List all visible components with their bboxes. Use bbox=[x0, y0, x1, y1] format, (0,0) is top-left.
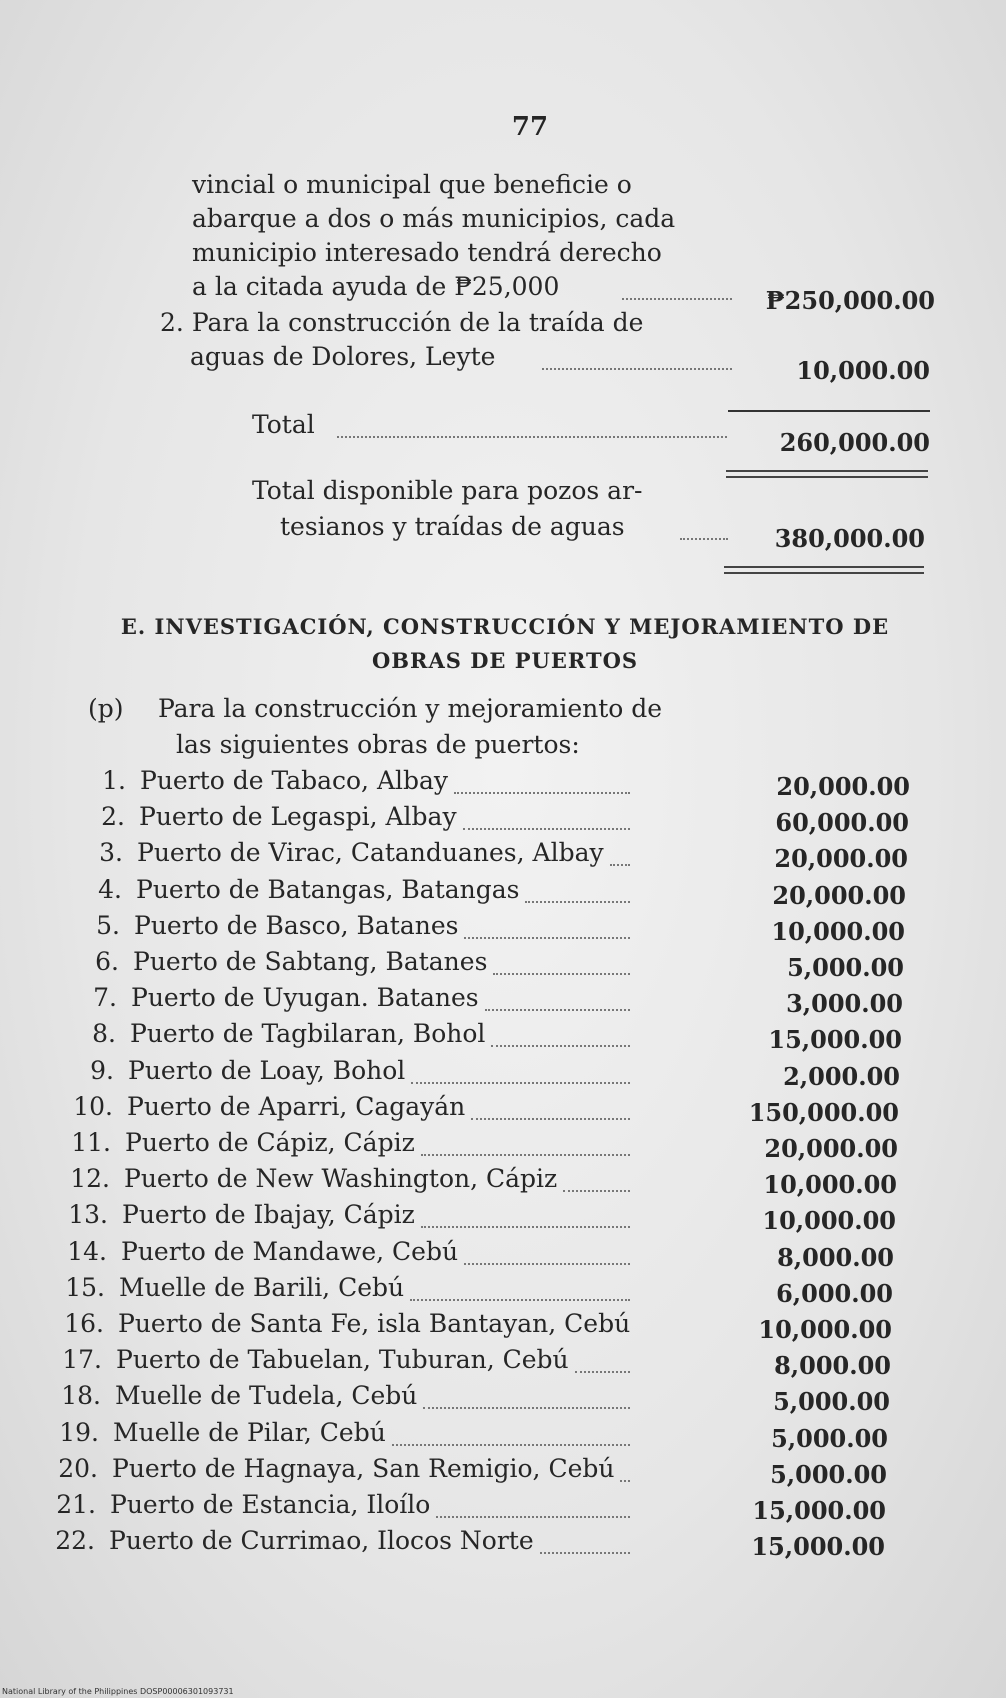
port-amount: 6,000.00 bbox=[776, 1279, 893, 1308]
port-name: Puerto de Santa Fe, isla Bantayan, Cebú bbox=[118, 1309, 631, 1338]
port-amount: 3,000.00 bbox=[786, 989, 903, 1018]
port-number: 18. bbox=[61, 1381, 101, 1410]
port-amount: 8,000.00 bbox=[774, 1351, 891, 1380]
leader-dots bbox=[680, 536, 728, 540]
item2-amount: 10,000.00 bbox=[796, 356, 930, 385]
section-heading-line-2: OBRAS DE PUERTOS bbox=[371, 648, 639, 673]
leader-dots bbox=[423, 1405, 630, 1409]
item1-last-line-text: a la citada ayuda de ₱25,000 bbox=[192, 272, 560, 301]
leader-dots bbox=[464, 1261, 630, 1265]
item1-amount: ₱250,000.00 bbox=[765, 286, 935, 315]
port-row bbox=[52, 1488, 630, 1522]
leader-dots bbox=[436, 1514, 630, 1518]
port-amount: 20,000.00 bbox=[764, 1134, 898, 1163]
port-row bbox=[63, 1235, 630, 1269]
port-number: 20. bbox=[58, 1454, 98, 1483]
port-number: 6. bbox=[95, 947, 119, 976]
leader-dots bbox=[411, 1080, 630, 1084]
port-amount: 20,000.00 bbox=[774, 844, 908, 873]
port-number: 10. bbox=[73, 1092, 113, 1121]
port-amount: 10,000.00 bbox=[771, 917, 905, 946]
port-row bbox=[55, 1416, 630, 1450]
port-number: 22. bbox=[55, 1526, 95, 1555]
leader-dots bbox=[421, 1152, 630, 1156]
footer-credit: National Library of the Philippines DOSP00006301093731 bbox=[2, 1687, 234, 1696]
leader-dots bbox=[463, 826, 630, 830]
port-amount: 5,000.00 bbox=[773, 1387, 890, 1416]
leader-dots bbox=[337, 434, 727, 438]
port-row bbox=[70, 1054, 630, 1088]
leader-dots bbox=[421, 1224, 630, 1228]
port-name: Puerto de Batangas, Batangas bbox=[136, 875, 520, 904]
leader-dots bbox=[471, 1116, 630, 1120]
port-row bbox=[72, 1017, 630, 1051]
section-heading-line-1: E. INVESTIGACIÓN, CONSTRUCCIÓN Y MEJORAMIENTO DE bbox=[120, 614, 890, 639]
intro-line-1: vincial o municipal que beneficie o bbox=[192, 170, 632, 199]
port-row bbox=[64, 1198, 630, 1232]
port-name: Puerto de Currimao, Ilocos Norte bbox=[109, 1526, 534, 1555]
port-row bbox=[75, 945, 630, 979]
total-label: Total bbox=[252, 410, 315, 439]
total-line bbox=[252, 408, 730, 442]
port-name: Muelle de Pilar, Cebú bbox=[113, 1418, 386, 1447]
item2-number: 2. bbox=[160, 308, 184, 337]
port-name: Puerto de Loay, Bohol bbox=[128, 1056, 406, 1085]
port-name: Puerto de Basco, Batanes bbox=[134, 911, 459, 940]
intro-line-2: abarque a dos o más municipios, cada bbox=[192, 204, 676, 233]
leader-dots bbox=[485, 1007, 630, 1011]
port-number: 15. bbox=[65, 1273, 105, 1302]
port-amount: 15,000.00 bbox=[768, 1025, 902, 1054]
item2-line-2 bbox=[190, 340, 735, 374]
p-label: (p) bbox=[88, 694, 124, 723]
port-amount: 20,000.00 bbox=[772, 881, 906, 910]
port-name: Puerto de Tagbilaran, Bohol bbox=[130, 1019, 486, 1048]
grand-total-double-rule bbox=[724, 566, 924, 574]
port-number: 9. bbox=[90, 1056, 114, 1085]
leader-dots bbox=[563, 1188, 630, 1192]
port-number: 21. bbox=[56, 1490, 96, 1519]
item2-line-1 bbox=[160, 306, 643, 340]
total-disponible-line-2 bbox=[280, 510, 730, 544]
port-amount: 2,000.00 bbox=[783, 1062, 900, 1091]
port-name: Puerto de Uyugan. Batanes bbox=[131, 983, 479, 1012]
port-number: 12. bbox=[70, 1164, 110, 1193]
leader-dots bbox=[575, 1369, 630, 1373]
port-number: 16. bbox=[64, 1309, 104, 1338]
leader-dots bbox=[392, 1442, 630, 1446]
leader-dots bbox=[525, 899, 630, 903]
leader-dots bbox=[454, 790, 630, 794]
port-row bbox=[79, 836, 630, 870]
port-name: Puerto de Ibajay, Cápiz bbox=[122, 1200, 415, 1229]
port-name: Puerto de Aparri, Cagayán bbox=[127, 1092, 466, 1121]
port-number: 4. bbox=[98, 875, 122, 904]
intro-line-3: municipio interesado tendrá derecho bbox=[192, 238, 662, 267]
port-name: Puerto de Estancia, Iloílo bbox=[110, 1490, 431, 1519]
port-amount: 15,000.00 bbox=[752, 1496, 886, 1525]
port-name: Muelle de Tudela, Cebú bbox=[115, 1381, 418, 1410]
total-double-rule bbox=[726, 470, 928, 478]
leader-dots bbox=[620, 1478, 630, 1482]
port-row bbox=[66, 1162, 630, 1196]
port-number: 7. bbox=[93, 983, 117, 1012]
leader-dots bbox=[464, 935, 630, 939]
p-intro-line-2: las siguientes obras de puertos: bbox=[176, 730, 580, 759]
port-row bbox=[54, 1452, 630, 1486]
port-number: 17. bbox=[62, 1345, 102, 1374]
leader-dots bbox=[542, 366, 732, 370]
port-number: 1. bbox=[102, 766, 126, 795]
port-amount: 15,000.00 bbox=[751, 1532, 885, 1561]
port-number: 19. bbox=[59, 1418, 99, 1447]
port-amount: 5,000.00 bbox=[770, 1460, 887, 1489]
total-amount: 260,000.00 bbox=[779, 428, 930, 457]
port-name: Puerto de Hagnaya, San Remigio, Cebú bbox=[112, 1454, 615, 1483]
item2-line-1-text: Para la construcción de la traída de bbox=[191, 308, 644, 337]
port-number: 8. bbox=[92, 1019, 116, 1048]
port-amount: 10,000.00 bbox=[758, 1315, 892, 1344]
port-row bbox=[67, 1126, 630, 1160]
port-row bbox=[58, 1343, 630, 1377]
item1-last-line bbox=[192, 270, 737, 304]
port-row bbox=[57, 1379, 630, 1413]
item2-line-2-text: aguas de Dolores, Leyte bbox=[190, 342, 496, 371]
port-row bbox=[51, 1524, 630, 1558]
leader-dots bbox=[491, 1043, 630, 1047]
total-disponible-line-2-text: tesianos y traídas de aguas bbox=[280, 512, 625, 541]
p-intro-line-1-text: Para la construcción y mejoramiento de bbox=[157, 694, 663, 723]
port-name: Puerto de New Washington, Cápiz bbox=[124, 1164, 558, 1193]
leader-dots bbox=[493, 971, 630, 975]
port-number: 5. bbox=[96, 911, 120, 940]
port-amount: 5,000.00 bbox=[787, 953, 904, 982]
leader-dots bbox=[622, 296, 732, 300]
leader-dots bbox=[410, 1297, 630, 1301]
port-row bbox=[82, 764, 630, 798]
port-amount: 10,000.00 bbox=[762, 1206, 896, 1235]
port-row bbox=[78, 873, 630, 907]
page-number: 77 bbox=[511, 112, 549, 142]
port-name: Muelle de Barili, Cebú bbox=[119, 1273, 405, 1302]
port-name: Puerto de Legaspi, Albay bbox=[139, 802, 457, 831]
port-name: Puerto de Mandawe, Cebú bbox=[121, 1237, 459, 1266]
port-row bbox=[81, 800, 630, 834]
total-disponible-line-1: Total disponible para pozos ar- bbox=[252, 476, 643, 505]
port-number: 14. bbox=[67, 1237, 107, 1266]
port-row bbox=[61, 1271, 630, 1305]
port-row bbox=[69, 1090, 630, 1124]
port-row bbox=[76, 909, 630, 943]
port-name: Puerto de Tabaco, Albay bbox=[140, 766, 449, 795]
port-row bbox=[60, 1307, 630, 1341]
port-number: 3. bbox=[99, 838, 123, 867]
port-number: 11. bbox=[71, 1128, 111, 1157]
port-amount: 10,000.00 bbox=[763, 1170, 897, 1199]
port-name: Puerto de Cápiz, Cápiz bbox=[125, 1128, 415, 1157]
port-row bbox=[73, 981, 630, 1015]
total-disponible-amount: 380,000.00 bbox=[774, 524, 925, 553]
port-number: 13. bbox=[68, 1200, 108, 1229]
port-name: Puerto de Tabuelan, Tuburan, Cebú bbox=[116, 1345, 569, 1374]
port-name: Puerto de Sabtang, Batanes bbox=[133, 947, 488, 976]
port-amount: 60,000.00 bbox=[775, 808, 909, 837]
port-amount: 5,000.00 bbox=[771, 1424, 888, 1453]
port-number: 2. bbox=[101, 802, 125, 831]
port-amount: 8,000.00 bbox=[777, 1243, 894, 1272]
subtotal-rule bbox=[728, 410, 930, 412]
leader-dots bbox=[610, 862, 630, 866]
port-amount: 150,000.00 bbox=[748, 1098, 899, 1127]
port-amount: 20,000.00 bbox=[776, 772, 910, 801]
port-name: Puerto de Virac, Catanduanes, Albay bbox=[137, 838, 604, 867]
p-intro-line-1 bbox=[88, 692, 662, 726]
leader-dots bbox=[540, 1550, 630, 1554]
